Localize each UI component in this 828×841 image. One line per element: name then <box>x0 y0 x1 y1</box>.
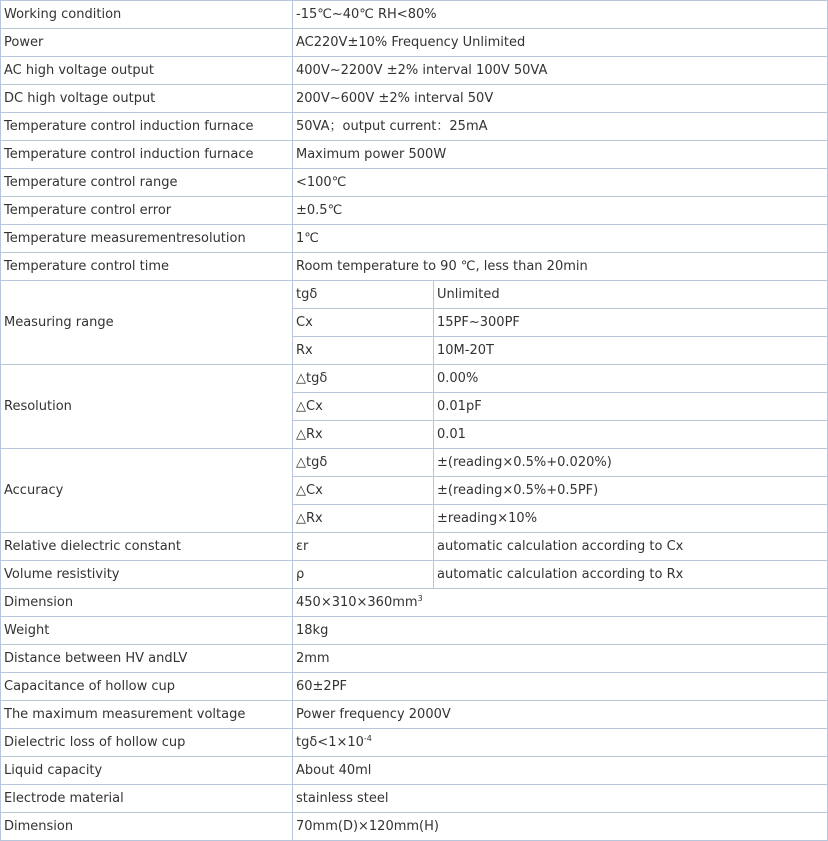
table-row <box>1 281 828 309</box>
row-value: ±0.5℃ <box>293 197 828 225</box>
group-label-resolution: Resolution <box>1 365 293 449</box>
table-row <box>1 85 828 113</box>
param-value: 0.01 <box>434 421 828 449</box>
row-value: 1℃ <box>293 225 828 253</box>
row-label: Dimension <box>1 813 293 841</box>
dimension-exponent: 3 <box>417 594 423 603</box>
table-row <box>1 785 828 813</box>
param-cell: Rx <box>293 337 434 365</box>
row-value: 60±2PF <box>293 673 828 701</box>
row-label: Weight <box>1 617 293 645</box>
param-value: 15PF~300PF <box>434 309 828 337</box>
row-value: AC220V±10% Frequency Unlimited <box>293 29 828 57</box>
param-cell: εr <box>293 533 434 561</box>
table-row <box>1 141 828 169</box>
row-label: Liquid capacity <box>1 757 293 785</box>
row-value: Power frequency 2000V <box>293 701 828 729</box>
table-row <box>1 197 828 225</box>
table-row <box>1 589 828 617</box>
param-value: ±reading×10% <box>434 505 828 533</box>
table-row <box>1 57 828 85</box>
param-cell: △Rx <box>293 421 434 449</box>
param-cell: △tgδ <box>293 365 434 393</box>
row-value: <100℃ <box>293 169 828 197</box>
row-label: Dielectric loss of hollow cup <box>1 729 293 757</box>
row-label: Temperature control induction furnace <box>1 113 293 141</box>
row-label: Working condition <box>1 1 293 29</box>
param-value: ±(reading×0.5%+0.5PF) <box>434 477 828 505</box>
table-row <box>1 253 828 281</box>
table-row <box>1 365 828 393</box>
param-cell: Cx <box>293 309 434 337</box>
row-label: Electrode material <box>1 785 293 813</box>
param-cell: △tgδ <box>293 449 434 477</box>
row-label: Temperature control error <box>1 197 293 225</box>
dielectric-loss-exponent: -4 <box>363 734 372 743</box>
dimension-value: 450×310×360mm <box>296 595 418 610</box>
param-cell: tgδ <box>293 281 434 309</box>
table-row <box>1 673 828 701</box>
param-cell: △Cx <box>293 477 434 505</box>
param-cell: ρ <box>293 561 434 589</box>
table-row <box>1 113 828 141</box>
table-row <box>1 225 828 253</box>
row-value: -15℃~40℃ RH<80% <box>293 1 828 29</box>
param-value: automatic calculation according to Cx <box>434 533 828 561</box>
param-cell: △Rx <box>293 505 434 533</box>
row-value: stainless steel <box>293 785 828 813</box>
row-label: The maximum measurement voltage <box>1 701 293 729</box>
table-row <box>1 561 828 589</box>
table-row <box>1 813 828 841</box>
row-value: 70mm(D)×120mm(H) <box>293 813 828 841</box>
row-value: About 40ml <box>293 757 828 785</box>
row-label: Temperature control time <box>1 253 293 281</box>
param-value: ±(reading×0.5%+0.020%) <box>434 449 828 477</box>
table-row <box>1 533 828 561</box>
group-label-accuracy: Accuracy <box>1 449 293 533</box>
table-row <box>1 617 828 645</box>
row-value: 2mm <box>293 645 828 673</box>
row-label: Dimension <box>1 589 293 617</box>
row-label: AC high voltage output <box>1 57 293 85</box>
row-label: Capacitance of hollow cup <box>1 673 293 701</box>
param-value: automatic calculation according to Rx <box>434 561 828 589</box>
row-label: DC high voltage output <box>1 85 293 113</box>
row-label: Power <box>1 29 293 57</box>
dielectric-loss-value: tgδ<1×10 <box>296 735 364 750</box>
param-value: 0.00% <box>434 365 828 393</box>
param-value: 10M-20T <box>434 337 828 365</box>
param-value: 0.01pF <box>434 393 828 421</box>
table-row <box>1 757 828 785</box>
row-value: 18kg <box>293 617 828 645</box>
table-row <box>1 29 828 57</box>
row-label: Volume resistivity <box>1 561 293 589</box>
row-label: Temperature measurementresolution <box>1 225 293 253</box>
param-cell: △Cx <box>293 393 434 421</box>
row-label: Distance between HV andLV <box>1 645 293 673</box>
row-label: Temperature control induction furnace <box>1 141 293 169</box>
row-value: 400V~2200V ±2% interval 100V 50VA <box>293 57 828 85</box>
table-row <box>1 645 828 673</box>
table-row <box>1 1 828 29</box>
table-row <box>1 729 828 757</box>
row-label: Temperature control range <box>1 169 293 197</box>
row-value: 200V~600V ±2% interval 50V <box>293 85 828 113</box>
row-value <box>293 589 828 617</box>
row-value: 50VA；output current：25mA <box>293 113 828 141</box>
row-value: Maximum power 500W <box>293 141 828 169</box>
group-label-measuring-range: Measuring range <box>1 281 293 365</box>
table-row <box>1 701 828 729</box>
param-value: Unlimited <box>434 281 828 309</box>
row-value: Room temperature to 90 ℃, less than 20min <box>293 253 828 281</box>
row-value <box>293 729 828 757</box>
row-label: Relative dielectric constant <box>1 533 293 561</box>
table-row <box>1 169 828 197</box>
table-row <box>1 449 828 477</box>
